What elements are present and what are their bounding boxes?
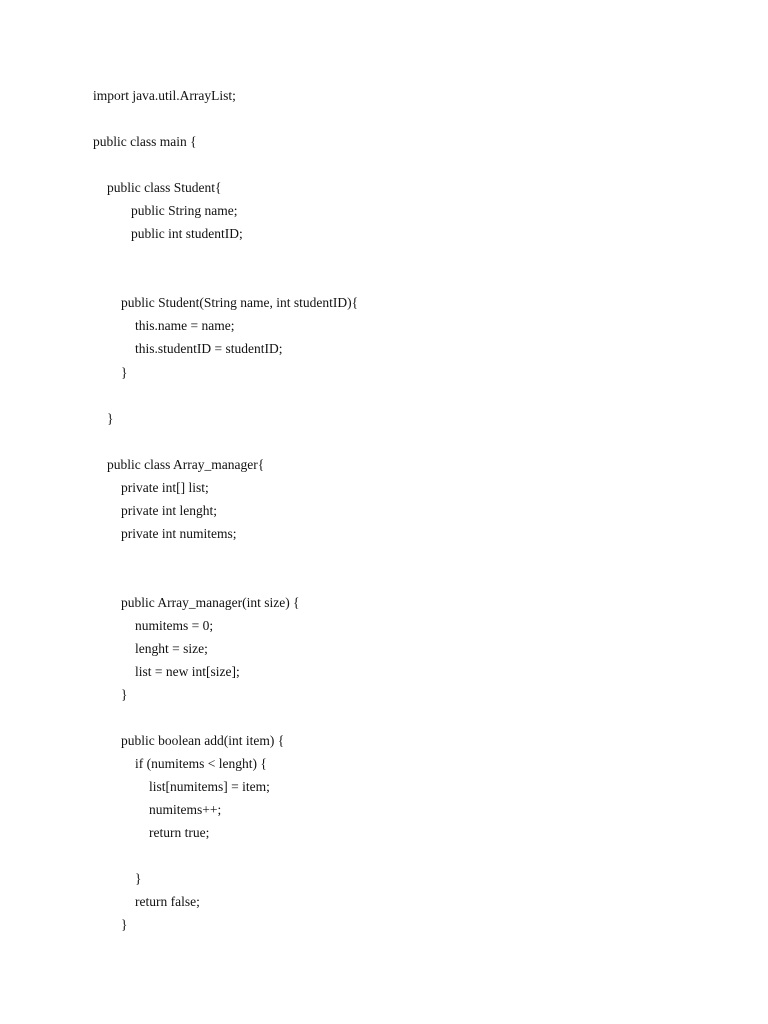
code-line-assign-numitems: numitems = 0;	[135, 618, 214, 633]
code-line-assign-name: this.name = name;	[135, 318, 235, 333]
code-line-field-lenght: private int lenght;	[121, 503, 217, 518]
code-line-import: import java.util.ArrayList;	[93, 88, 236, 103]
code-line-assign-list: list = new int[size];	[135, 664, 240, 679]
code-line-return-false: return false;	[135, 894, 200, 909]
code-line-array-manager-constructor: public Array_manager(int size) {	[121, 595, 300, 610]
code-line-close-brace: }	[107, 411, 114, 426]
code-line-if-statement: if (numitems < lenght) {	[135, 756, 267, 771]
code-line-student-constructor: public Student(String name, int studentID){	[121, 295, 359, 310]
code-line-add-method: public boolean add(int item) {	[121, 733, 285, 748]
code-line-class-main: public class main {	[93, 134, 197, 149]
code-line-close-brace: }	[121, 917, 128, 932]
code-line-close-brace: }	[135, 871, 142, 886]
code-line-increment-numitems: numitems++;	[149, 802, 222, 817]
code-line-close-brace: }	[121, 687, 128, 702]
code-line-field-list: private int[] list;	[121, 480, 209, 495]
code-line-field-studentid: public int studentID;	[131, 226, 243, 241]
code-line-assign-lenght: lenght = size;	[135, 641, 208, 656]
code-line-field-name: public String name;	[131, 203, 238, 218]
code-line-field-numitems: private int numitems;	[121, 526, 237, 541]
code-line-assign-list-item: list[numitems] = item;	[149, 779, 270, 794]
code-line-assign-studentid: this.studentID = studentID;	[135, 341, 283, 356]
code-line-class-student: public class Student{	[107, 180, 222, 195]
code-line-class-array-manager: public class Array_manager{	[107, 457, 265, 472]
code-line-close-brace: }	[121, 365, 128, 380]
code-line-return-true: return true;	[149, 825, 210, 840]
